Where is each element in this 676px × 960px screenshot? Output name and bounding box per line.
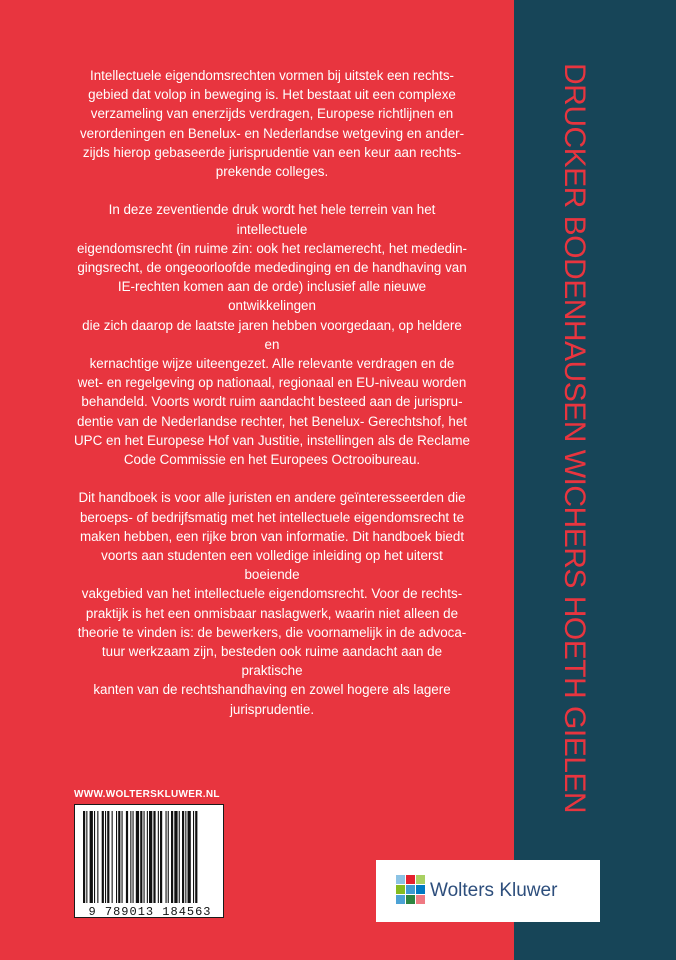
isbn-number: 9 789013 184563 — [88, 905, 212, 919]
spine-author-names: DRUCKER BODENHAUSEN WICHERS HOETH GIELEN — [558, 63, 591, 814]
publisher-name: Wolters Kluwer — [430, 880, 558, 901]
publisher-url: WWW.WOLTERSKLUWER.NL — [74, 789, 220, 800]
blurb-paragraph-3: Dit handboek is voor alle juristen en andere geïnteresseerden die beroeps- of bedrijfsmatig met het intellectuele eigendomsrecht te maken hebben, een rijke bron van informatie. Dit handboek biedt voorts aan studenten een volledige inleiding op het uiterst boeiende vakgebied van het intellectuele eigendomsrecht. Voor de rechts- praktijk is het een onmisbaar naslagwerk, waarin niet alleen de theorie te vinden is: de bewerkers, die voornamelijk in de advoca- tuur werkzaam zijn, besteden ook ruime aandacht aan de praktische kanten van de rechtshandhaving en zowel hogere als lagere jurisprudentie. — [77, 490, 467, 717]
isbn-barcode — [74, 804, 224, 918]
blurb-text — [74, 66, 470, 738]
barcode-bars-icon — [83, 811, 217, 903]
blurb-paragraph-2: In deze zeventiende druk wordt het hele terrein van het intellectuele eigendomsrecht (in ruime zin: ook het reclamerecht, het mededin- gingsrecht, de ongeoorloofde mededinging en de handhaving van IE-rechten komen aan de orde) inclusief alle nieuwe ontwikkelingen die zich daarop de laatste jaren hebben voorgedaan, op heldere en kernachtige wijze uiteengezet. Alle relevante verdragen en de wet- en regelgeving op nationaal, regionaal en EU-niveau worden behandeld. Voorts wordt ruim aandacht besteed aan de jurispru- dentie van de Nederlandse rechter, het Benelux- Gerechtshof, het UPC en het Europese Hof van Justitie, instellingen als de Reclame Code Commissie en het Europees Octrooibureau. — [74, 202, 470, 468]
publisher-logo — [376, 860, 600, 922]
wolters-kluwer-mosaic-icon — [396, 875, 426, 905]
blurb-paragraph-1: Intellectuele eigendomsrechten vormen bij uitstek een rechts- gebied dat volop in beweging is. Het bestaat uit een complexe verzameling van enerzijds verdragen, Europese richtlijnen en verordeningen en Benelux- en Nederlandse wetgeving en ander- zijds hierop gebaseerde jurisprudentie van een keur aan rechts- prekende colleges. — [79, 68, 465, 180]
spine-panel — [514, 0, 676, 960]
